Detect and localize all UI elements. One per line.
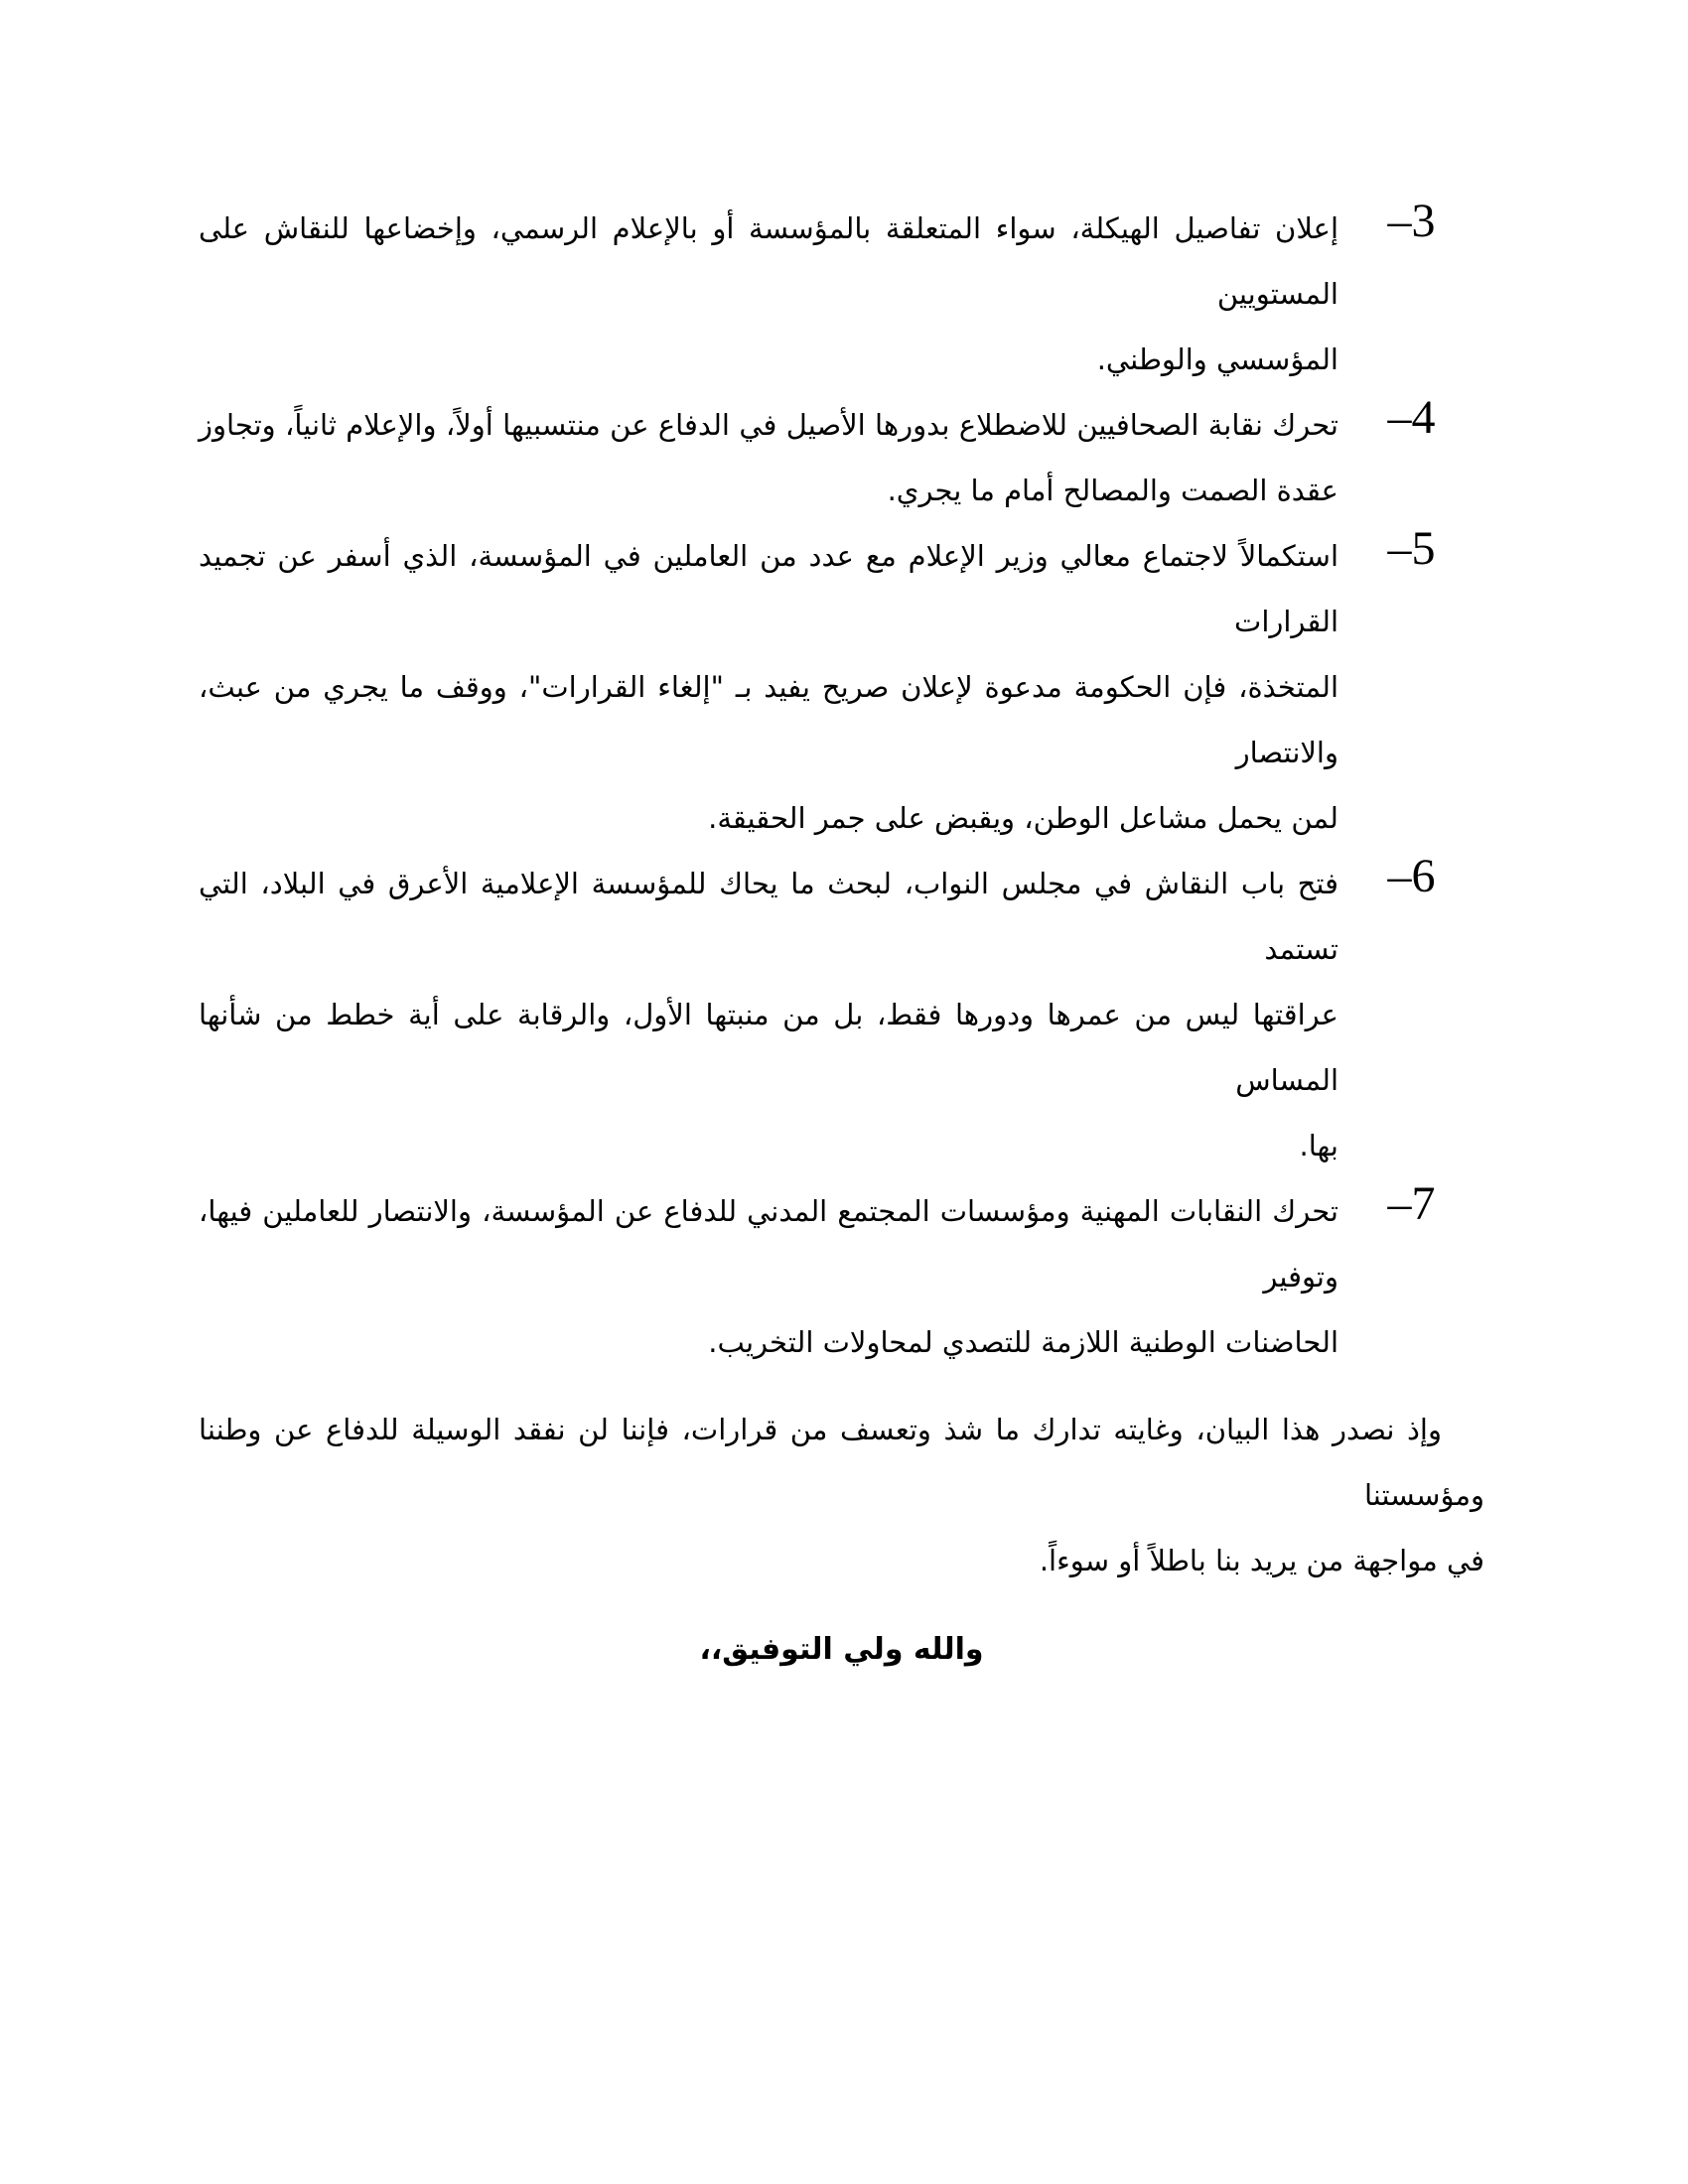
item-3-number: –3 — [1387, 195, 1436, 247]
item-5-line-2: المتخذة، فإن الحكومة مدعوة لإعلان صريح يفيد بـ "إلغاء القرارات"، ووقف ما يجري من عبث، والانتصار — [199, 670, 1338, 769]
item-3-line-2: المؤسسي والوطني. — [1096, 342, 1338, 376]
item-5-line-1: استكمالاً لاجتماع معالي وزير الإعلام مع عدد من العاملين في المؤسسة، الذي أسفر عن تجميد القرارات — [199, 539, 1338, 638]
item-7-text — [199, 1178, 1338, 1375]
list-item-5 — [199, 523, 1484, 851]
list-item-4 — [199, 392, 1484, 523]
closing-line-1: وإذ نصدر هذا البيان، وغايته تدارك ما شذ وتعسف من قرارات، فإننا لن نفقد الوسيلة للدفاع عن وطننا ومؤسستنا — [199, 1413, 1484, 1512]
item-4-text — [199, 392, 1338, 523]
item-4-line-2: عقدة الصمت والمصالح أمام ما يجري. — [887, 474, 1338, 507]
list-item-3 — [199, 196, 1484, 392]
item-6-line-3: بها. — [1299, 1129, 1338, 1162]
item-6-text — [199, 851, 1338, 1178]
signoff: والله ولي التوفيق،، — [699, 1632, 984, 1667]
item-7-line-2: الحاضنات الوطنية اللازمة للتصدي لمحاولات التخريب. — [708, 1325, 1338, 1359]
list-item-7 — [199, 1178, 1484, 1375]
item-6-number: –6 — [1387, 850, 1436, 902]
closing-line-2: في مواجهة من يريد بنا باطلاً أو سوءاً. — [1039, 1544, 1484, 1577]
item-7-number: –7 — [1387, 1177, 1436, 1230]
item-4-line-1: تحرك نقابة الصحافيين للاضطلاع بدورها الأصيل في الدفاع عن منتسبيها أولاً، والإعلام ثانياً، وتجاوز — [199, 408, 1338, 442]
item-6-line-2: عراقتها ليس من عمرها ودورها فقط، بل من منبتها الأول، والرقابة على أية خطط من شأنها المساس — [199, 998, 1338, 1097]
item-7-line-1: تحرك النقابات المهنية ومؤسسات المجتمع المدني للدفاع عن المؤسسة، والانتصار للعاملين فيها، وتوفير — [199, 1194, 1338, 1294]
item-3-line-1: إعلان تفاصيل الهيكلة، سواء المتعلقة بالمؤسسة أو بالإعلام الرسمي، وإخضاعها للنقاش على المستويين — [199, 211, 1338, 311]
item-5-line-3: لمن يحمل مشاعل الوطن، ويقبض على جمر الحقيقة. — [708, 801, 1338, 835]
list-item-6 — [199, 851, 1484, 1178]
item-3-text — [199, 196, 1338, 392]
item-5-text — [199, 523, 1338, 851]
closing-paragraph — [199, 1397, 1484, 1593]
document-content — [199, 196, 1484, 1683]
item-5-number: –5 — [1387, 522, 1436, 575]
item-4-number: –4 — [1387, 391, 1436, 444]
item-6-line-1: فتح باب النقاش في مجلس النواب، لبحث ما يحاك للمؤسسة الإعلامية الأعرق في البلاد، التي تستمد — [199, 867, 1338, 966]
